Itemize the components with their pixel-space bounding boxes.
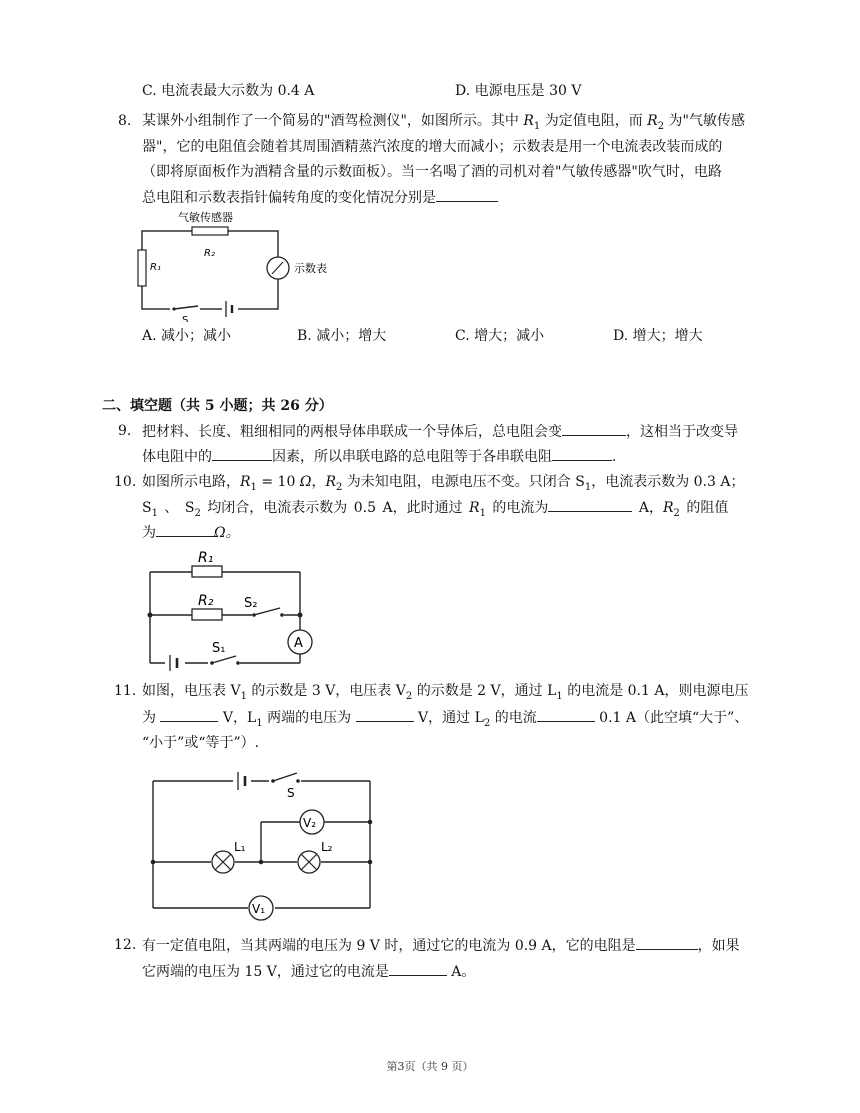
answer-blank <box>436 187 498 202</box>
q9-number: 9. <box>118 423 132 439</box>
v2-label: V₂ <box>303 816 317 830</box>
meter-label: 示数表 <box>294 262 327 275</box>
l1-label: L₁ <box>234 840 246 854</box>
q12-line-1: 有一定值电阻，当其两端的电压为 9 V 时，通过它的电流为 0.9 A，它的电阻是 ，如果 <box>142 935 740 956</box>
l2-label: L₂ <box>321 840 333 854</box>
q10-line-2: $S_1$ 、 $S_2$ 均闭合，电流表示数为 0.5 A，此时通过 $R_1$ 的电流为 A，$R_2$ 的阻值 <box>142 497 728 524</box>
q12-number: 12. <box>114 937 137 953</box>
resistor-r1-symbol <box>138 250 146 286</box>
q8-option-b: B. 减小；增大 <box>297 328 387 344</box>
q11-number: 11. <box>114 683 137 699</box>
q8-option-d: D. 增大；增大 <box>613 328 703 344</box>
q8-line-4: 总电阻和示数表指针偏转角度的变化情况分别是 <box>142 187 498 208</box>
s1-label: S₁ <box>212 641 226 656</box>
q8-number: 8. <box>118 113 132 129</box>
q10-line-1: 如图所示电路，$R_1 = 10$ Ω，$R_2$ 为未知电阻，电源电压不变。只闭合 $S_1$，电流表示数为 0.3 A； <box>142 474 745 493</box>
ammeter-label: A <box>294 636 303 651</box>
q8-option-c: C. 增大；减小 <box>455 328 545 344</box>
section-heading: 二、填空题（共 5 小题；共 26 分） <box>102 398 333 414</box>
resistor-r1-symbol <box>192 566 222 577</box>
resistor-r2-symbol <box>192 609 222 620</box>
q11-line-1: 如图，电压表 $V_1$ 的示数是 3 V，电压表 $V_2$ 的示数是 2 V，通过 $L_1$ 的电流是 0.1 A，则电源电压 <box>142 683 749 702</box>
q8-line-1: 某课外小组制作了一个简易的"酒驾检测仪"，如图所示。其中 $R_1$ 为定值电阻，而 $R_2$ 为"气敏传感 <box>142 113 745 132</box>
resistor-r2-symbol <box>192 227 228 235</box>
q10-circuit-diagram <box>140 545 320 671</box>
q11-line-2: 为 V，$L_1$ 两端的电压为 V，通过 $L_2$ 的电流 0.1 A（此空填“大于”、 <box>142 707 748 734</box>
q8-circuit-diagram <box>130 206 350 322</box>
q7-option-d: D. 电源电压是 30 V <box>455 83 582 99</box>
q8-option-a: A. 减小；减小 <box>142 328 232 344</box>
r1-label: R₁ <box>150 262 161 273</box>
r2-label: R₂ <box>198 593 214 609</box>
s2-label: S₂ <box>244 596 258 611</box>
r2-label: R₂ <box>204 248 215 259</box>
q11-line-3: “小于”或“等于”）. <box>142 735 260 751</box>
q8-line-3: （即将原面板作为酒精含量的示数面板）。当一名喝了酒的司机对着"气敏传感器"吹气时，电路 <box>142 164 722 180</box>
q12-line-2: 它两端的电压为 15 V，通过它的电流是 A。 <box>142 961 475 982</box>
s-label: S <box>287 786 295 800</box>
q11-circuit-diagram <box>145 765 380 925</box>
r1-label: R₁ <box>198 550 214 566</box>
v1-label: V₁ <box>252 902 266 916</box>
q9-line-1: 把材料、长度、粗细相同的两根导体串联成一个导体后，总电阻会变 ，这相当于改变导 <box>142 421 738 442</box>
q7-option-c: C. 电流表最大示数为 0.4 A <box>142 83 315 99</box>
page-footer: 第3页（共 9 页） <box>386 1060 474 1073</box>
sensor-label: 气敏传感器 <box>178 211 233 224</box>
switch-label: S <box>182 315 189 322</box>
q9-line-2: 体电阻中的 因素，所以串联电路的总电阻等于各串联电阻 . <box>142 446 616 467</box>
q8-line-2: 器"，它的电阻值会随着其周围酒精蒸汽浓度的增大而减小；示数表是用一个电流表改装而成的 <box>142 139 723 155</box>
q10-number: 10. <box>114 474 137 490</box>
q10-line-3: 为 Ω。 <box>142 522 240 543</box>
